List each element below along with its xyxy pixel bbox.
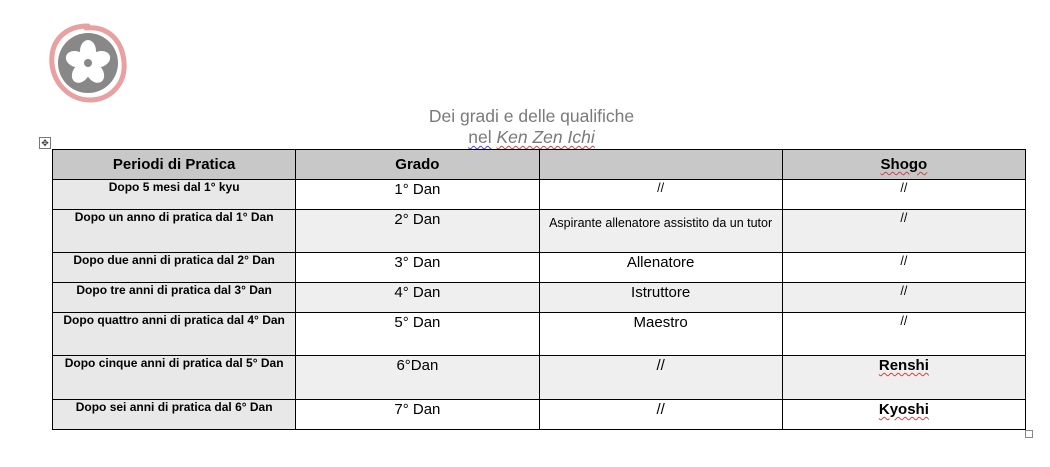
table-resize-handle-icon[interactable] — [1025, 430, 1033, 438]
header-shogo — [782, 150, 1025, 180]
qualification-cell: // — [539, 356, 782, 400]
period-cell: Dopo un anno di pratica dal 1° Dan — [53, 210, 296, 253]
grade-cell: 3° Dan — [296, 253, 539, 283]
period-cell: Dopo sei anni di pratica dal 6° Dan — [53, 400, 296, 430]
ranks-table — [52, 149, 1026, 430]
qualification-cell: Istruttore — [539, 283, 782, 313]
header-periods: Periodi di Pratica — [53, 150, 296, 180]
period-cell: Dopo due anni di pratica dal 2° Dan — [53, 253, 296, 283]
subtitle-italic: Ken Zen Ichi — [496, 127, 595, 147]
grade-cell: 7° Dan — [296, 400, 539, 430]
grade-cell: 6°Dan — [296, 356, 539, 400]
header-shogo-label: Shogo — [880, 156, 928, 173]
table-row — [53, 283, 1026, 313]
shogo-cell — [782, 356, 1025, 400]
shogo-cell: // — [782, 180, 1025, 210]
qualification-cell: // — [539, 180, 782, 210]
period-cell: Dopo tre anni di pratica dal 3° Dan — [53, 283, 296, 313]
shogo-cell: // — [782, 313, 1025, 356]
header-grade: Grado — [296, 150, 539, 180]
grade-cell: 5° Dan — [296, 313, 539, 356]
shogo-cell — [782, 400, 1025, 430]
grade-cell: 4° Dan — [296, 283, 539, 313]
qualification-cell: Maestro — [539, 313, 782, 356]
shogo-cell: // — [782, 210, 1025, 253]
qualification-cell: // — [539, 400, 782, 430]
shogo-title: Kyoshi — [878, 401, 929, 418]
subtitle-prefix: nel — [468, 127, 492, 147]
header-qualification — [539, 150, 782, 180]
qualification-cell: Allenatore — [539, 253, 782, 283]
document-subtitle — [0, 127, 1050, 148]
shogo-cell: // — [782, 283, 1025, 313]
table-row — [53, 253, 1026, 283]
mon-logo-icon — [46, 22, 130, 104]
period-cell: Dopo cinque anni di pratica dal 5° Dan — [53, 356, 296, 400]
period-cell: Dopo 5 mesi dal 1° kyu — [53, 180, 296, 210]
shogo-cell: // — [782, 253, 1025, 283]
table-row — [53, 356, 1026, 400]
table-move-handle-icon[interactable]: ✥ — [39, 137, 51, 149]
table-header-row — [53, 150, 1026, 180]
table-row — [53, 313, 1026, 356]
shogo-title: Renshi — [878, 357, 929, 374]
qualification-cell: Aspirante allenatore assistito da un tutor — [539, 210, 782, 253]
grade-cell: 2° Dan — [296, 210, 539, 253]
table-row — [53, 180, 1026, 210]
period-cell: Dopo quattro anni di pratica dal 4° Dan — [53, 313, 296, 356]
table-row — [53, 210, 1026, 253]
table-row — [53, 400, 1026, 430]
document-title: Dei gradi e delle qualifiche — [428, 106, 635, 126]
grade-cell: 1° Dan — [296, 180, 539, 210]
